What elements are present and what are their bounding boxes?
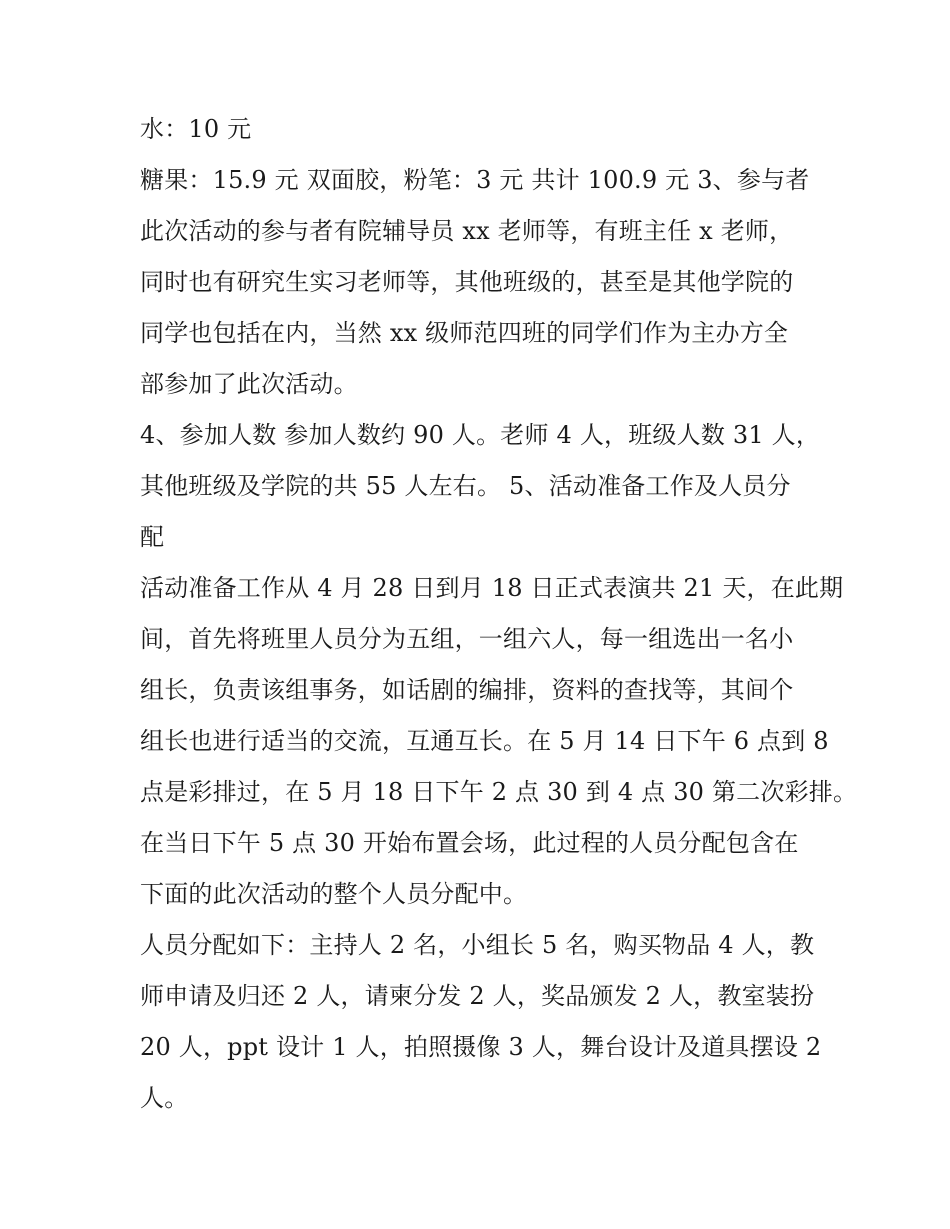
text-line: 活动准备工作从 4 月 28 日到月 18 日正式表演共 21 天，在此期 <box>140 574 844 602</box>
text-line: 人。 <box>140 1084 189 1112</box>
text-line: 同时也有研究生实习老师等，其他班级的，甚至是其他学院的 <box>140 268 794 296</box>
document-body <box>140 104 858 1124</box>
text-line: 其他班级及学院的共 55 人左右。 5、活动准备工作及人员分 <box>140 472 791 500</box>
text-line: 20 人，ppt 设计 1 人，拍照摄像 3 人，舞台设计及道具摆设 2 <box>140 1033 822 1061</box>
text-line: 师申请及归还 2 人，请柬分发 2 人，奖品颁发 2 人，教室装扮 <box>140 982 815 1010</box>
text-line: 同学也包括在内，当然 xx 级师范四班的同学们作为主办方全 <box>140 319 789 347</box>
text-line: 点是彩排过，在 5 月 18 日下午 2 点 30 到 4 点 30 第二次彩排。 <box>140 778 858 806</box>
text-line: 间，首先将班里人员分为五组，一组六人，每一组选出一名小 <box>140 625 794 653</box>
text-line: 4、参加人数 参加人数约 90 人。老师 4 人，班级人数 31 人， <box>140 421 821 449</box>
text-line: 配 <box>140 523 165 551</box>
text-line: 组长也进行适当的交流，互通互长。在 5 月 14 日下午 6 点到 8 <box>140 727 829 755</box>
text-line: 糖果：15.9 元 双面胶，粉笔：3 元 共计 100.9 元 3、参与者 <box>140 166 810 194</box>
text-line: 部参加了此次活动。 <box>140 370 358 398</box>
text-line: 组长，负责该组事务，如话剧的编排，资料的查找等，其间个 <box>140 676 794 704</box>
text-line: 此次活动的参与者有院辅导员 xx 老师等，有班主任 x 老师， <box>140 217 794 245</box>
text-line: 人员分配如下：主持人 2 名，小组长 5 名，购买物品 4 人，教 <box>140 931 815 959</box>
text-line: 水：10 元 <box>140 115 252 143</box>
text-line: 在当日下午 5 点 30 开始布置会场，此过程的人员分配包含在 <box>140 829 799 857</box>
text-line: 下面的此次活动的整个人员分配中。 <box>140 880 528 908</box>
